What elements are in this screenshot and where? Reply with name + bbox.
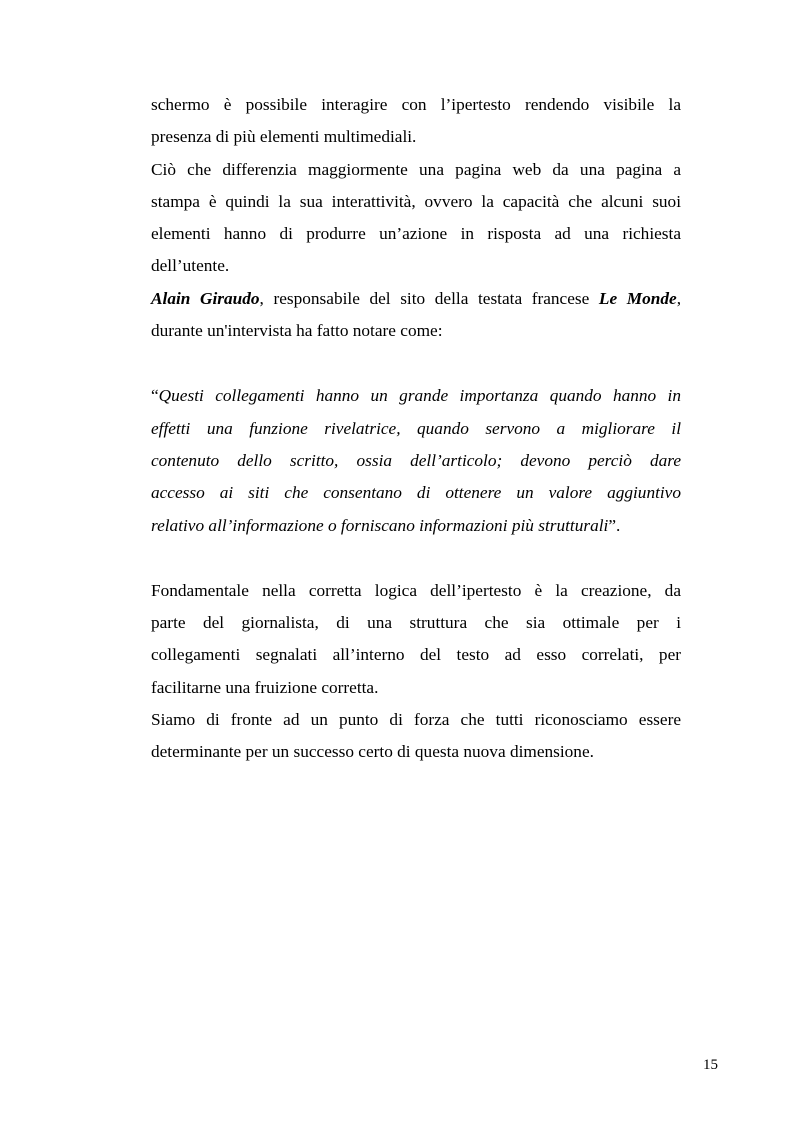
newspaper-name: Le Monde [598, 288, 677, 308]
spacer [151, 347, 681, 380]
text-fragment: Questi collegamenti hanno un grande importanza quando hanno in [158, 386, 681, 406]
text-fragment: , [676, 288, 682, 308]
page-body [151, 89, 681, 769]
paragraph-structure [151, 575, 681, 704]
text-line: schermo è possibile interagire con l’ipertesto rendendo visibile la [151, 95, 681, 114]
text-line: durante un'intervista ha fatto notare come: [151, 321, 443, 341]
text-line: dell’utente. [151, 256, 230, 276]
paragraph-intro [151, 89, 681, 154]
text-line: elementi hanno di produrre un’azione in risposta ad una richiesta [151, 224, 681, 244]
quote-line [151, 510, 681, 542]
text-fragment: relativo all’informazione o forniscano informazioni più strutturali [151, 515, 609, 535]
quote-line: accesso ai siti che consentano di ottenere un valore aggiuntivo [151, 483, 681, 503]
spacer [151, 542, 681, 575]
paragraph-conclusion [151, 704, 681, 769]
close-quote-mark: ”. [608, 515, 621, 535]
text-line: Ciò che differenzia maggiormente una pagina web da una pagina a [151, 159, 681, 179]
person-name: Alain Giraudo [151, 288, 260, 308]
paragraph-giraudo [151, 283, 681, 348]
text-line: collegamenti segnalati all’interno del testo ad esso correlati, per [151, 645, 681, 665]
text-line: parte del giornalista, di una struttura che sia ottimale per i [151, 613, 681, 633]
open-quote-mark: “ [151, 386, 159, 406]
text-fragment: , responsabile del sito della testata francese [259, 288, 599, 308]
quote-line: effetti una funzione rivelatrice, quando servono a migliorare il [151, 418, 681, 438]
page-number: 15 [703, 1057, 718, 1073]
text-line: stampa è quindi la sua interattività, ovvero la capacità che alcuni suoi [151, 191, 681, 211]
text-line: Fondamentale nella corretta logica dell’ipertesto è la creazione, da [151, 580, 681, 600]
text-line [151, 283, 681, 315]
paragraph-interactivity [151, 154, 681, 283]
quote-line: contenuto dello scritto, ossia dell’articolo; devono perciò dare [151, 450, 681, 470]
text-line: Siamo di fronte ad un punto di forza che tutti riconosciamo essere [151, 710, 681, 730]
block-quote [151, 380, 681, 541]
quote-line [151, 380, 681, 412]
text-line: facilitarne una fruizione corretta. [151, 677, 379, 697]
text-line: determinante per un successo certo di questa nuova dimensione. [151, 742, 594, 762]
text-line: presenza di più elementi multimediali. [151, 127, 417, 147]
